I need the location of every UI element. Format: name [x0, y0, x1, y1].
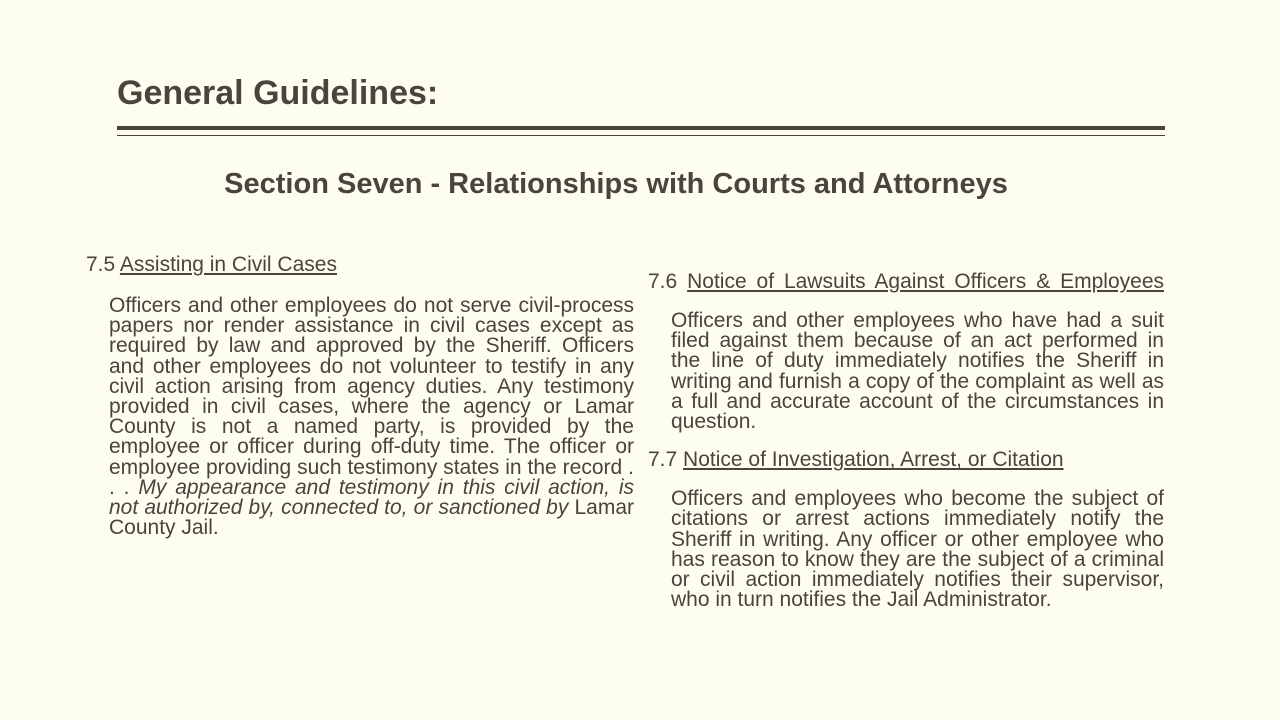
quoted-statement: My appearance and testimony in this civil action, is not authorized by, connected to, or sanctioned by	[109, 475, 634, 520]
subsection-title: Notice of Investigation, Arrest, or Citation	[683, 448, 1064, 472]
subsection-number: 7.6	[648, 270, 678, 293]
subsection-body-7-6: Officers and other employees who have had a suit filed against them because of an act performed in the line of duty immediately notifies the Sheriff in writing and furnish a copy of the complaint as well as a full and accurate account of the circumstances in question.	[671, 309, 1164, 434]
title-divider-thin	[117, 135, 1165, 136]
subsection-body-7-5	[109, 296, 634, 538]
subsection-title: Notice of Lawsuits Against Officers & Employees	[687, 270, 1164, 293]
subsection-heading-7-6	[648, 271, 1164, 293]
subsection-heading-7-7	[648, 449, 1164, 471]
body-text: Officers and other employees do not serve civil-process papers nor render assistance in civil cases except as required by law and approved by the Sheriff. Officers and other employees do not volunteer to testify in any civil action arising from agency duties. Any testimony provided in civil cases, where the agency or Lamar County is not a named party, is provided by the employee or officer during off-duty time. The officer or employee providing such testimony states in the record . . .	[109, 294, 634, 499]
subsection-number: 7.5	[86, 253, 116, 276]
subsection-heading-7-5	[86, 254, 634, 276]
section-heading: Section Seven - Relationships with Courts and Attorneys	[224, 168, 1008, 200]
right-column	[648, 271, 1164, 610]
body-text-end: Lamar County Jail.	[109, 496, 635, 540]
subsection-body-7-7: Officers and employees who become the subject of citations or arrest actions immediately notify the Sheriff in writing. Any officer or other employee who has reason to know they are the subject of a criminal or civil action immediately notifies their supervisor, who in turn notifies the Jail Administrator.	[671, 487, 1164, 612]
left-column	[86, 254, 634, 538]
subsection-number: 7.7	[648, 448, 678, 472]
title-divider-thick	[117, 126, 1165, 130]
slide-title: General Guidelines:	[117, 74, 439, 112]
subsection-title: Assisting in Civil Cases	[119, 253, 337, 276]
